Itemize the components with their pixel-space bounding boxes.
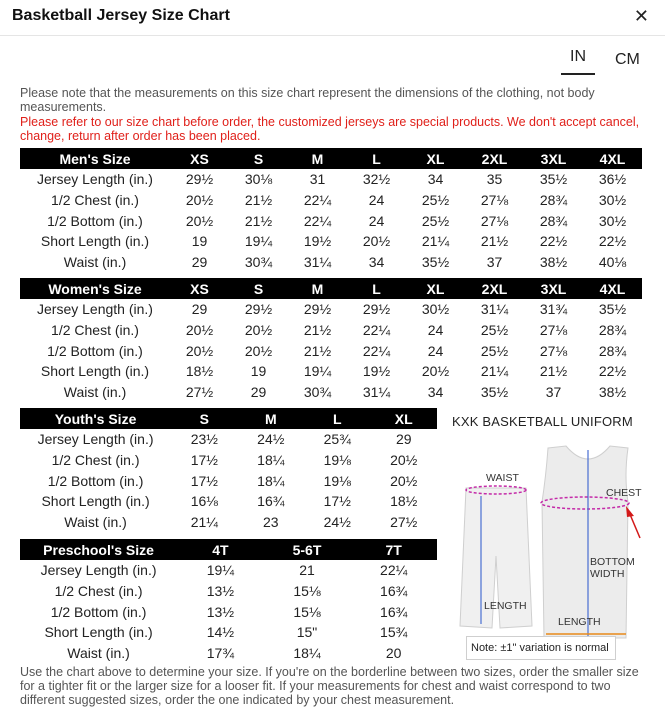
- measurement-value: 29½: [362, 301, 391, 318]
- measurement-value: 30½: [598, 212, 627, 229]
- size-column-heading: 3XL: [524, 148, 583, 169]
- measurement-value: 22¼: [362, 322, 391, 339]
- measurement-value: 25½: [480, 322, 509, 339]
- youth-size-table: [20, 408, 437, 532]
- size-column-heading: M: [288, 278, 347, 299]
- measurement-value: 18½: [390, 493, 418, 510]
- measurement-value: 20½: [390, 472, 418, 489]
- table-header-row: [20, 148, 642, 169]
- measurement-value: 28¾: [598, 342, 627, 359]
- measurement-label: 1/2 Bottom (in.): [47, 472, 144, 489]
- measurement-value: 21½: [244, 192, 273, 209]
- table-row: [20, 643, 437, 664]
- size-column-heading: XS: [170, 148, 229, 169]
- measurement-value: 22¼: [362, 342, 391, 359]
- measurement-value: 38½: [539, 254, 568, 271]
- measurement-value: 22½: [598, 233, 627, 250]
- table-row: [20, 470, 437, 491]
- size-column-heading: XS: [170, 278, 229, 299]
- measurement-value: 20½: [244, 322, 273, 339]
- measurement-value: 31¾: [539, 301, 568, 318]
- measurement-value: 22¼: [303, 192, 332, 209]
- measurement-value: 34: [427, 384, 444, 401]
- womens-size-table: [20, 278, 642, 402]
- measurement-value: 24: [427, 342, 444, 359]
- measurement-value: 30½: [421, 301, 450, 318]
- table-row: [20, 512, 437, 533]
- modal-title: Basketball Jersey Size Chart: [12, 7, 230, 24]
- measurement-value: 34: [368, 254, 385, 271]
- measurement-value: 35½: [421, 254, 450, 271]
- measurement-value: 35½: [480, 384, 509, 401]
- measurement-value: 15⅛: [293, 583, 321, 600]
- table-row: [20, 210, 642, 231]
- measurement-value: 18¼: [257, 452, 285, 469]
- table-row: [20, 252, 642, 273]
- measurement-label: Jersey Length (in.): [37, 301, 153, 318]
- measurement-value: 30⅛: [244, 171, 273, 188]
- size-column-heading: 2XL: [465, 148, 524, 169]
- measurement-value: 29: [250, 384, 267, 401]
- measurement-value: 19¼: [206, 562, 235, 579]
- measurement-value: 21½: [480, 233, 509, 250]
- measurement-value: 27½: [390, 514, 418, 531]
- measurement-value: 18¼: [293, 645, 321, 662]
- measurement-value: 19½: [362, 363, 391, 380]
- measurement-value: 19⅛: [323, 452, 351, 469]
- measurement-value: 35: [486, 171, 503, 188]
- size-column-heading: XL: [370, 408, 437, 429]
- size-column-heading: 4XL: [583, 278, 642, 299]
- size-group-heading: Preschool's Size: [20, 539, 177, 560]
- modal-header: [0, 0, 665, 36]
- measurement-value: 21¼: [190, 514, 218, 531]
- measurement-value: 23½: [190, 431, 218, 448]
- measurement-value: 21¼: [421, 233, 450, 250]
- measurement-value: 25¾: [323, 431, 351, 448]
- measurement-value: 29: [395, 431, 412, 448]
- measurement-value: 37: [486, 254, 503, 271]
- table-header-row: [20, 539, 437, 560]
- measurement-value: 25½: [480, 342, 509, 359]
- table-row: [20, 450, 437, 471]
- measurement-note: Please note that the measurements on this size chart represent the dimensions of the clothing, not body measurements.: [20, 86, 595, 114]
- measurement-value: 24: [427, 322, 444, 339]
- size-column-heading: M: [288, 148, 347, 169]
- size-column-heading: S: [171, 408, 237, 429]
- measurement-label: 1/2 Bottom (in.): [47, 342, 143, 359]
- table-row: [20, 581, 437, 602]
- measurement-value: 24: [368, 212, 385, 229]
- jersey-shape: [542, 446, 628, 638]
- size-column-heading: 2XL: [465, 278, 524, 299]
- measurement-value: 15⅛: [293, 603, 321, 620]
- measurement-value: 25½: [421, 192, 450, 209]
- size-group-heading: Women's Size: [20, 278, 170, 299]
- measurement-value: 29½: [303, 301, 332, 318]
- size-column-heading: S: [229, 278, 288, 299]
- measurement-label: Waist (in.): [63, 384, 127, 401]
- size-column-heading: 4XL: [583, 148, 642, 169]
- table-row: [20, 491, 437, 512]
- table-row: [20, 429, 437, 450]
- size-column-heading: 5-6T: [264, 539, 351, 560]
- measurement-value: 21¼: [480, 363, 509, 380]
- measurement-value: 15¾: [380, 624, 408, 641]
- size-column-heading: S: [229, 148, 288, 169]
- measurement-value: 28¾: [539, 192, 568, 209]
- table-row: [20, 340, 642, 361]
- measurement-value: 13½: [206, 583, 235, 600]
- table-row: [20, 299, 642, 320]
- measurement-value: 22¼: [380, 562, 408, 579]
- size-group-heading: Youth's Size: [20, 408, 171, 429]
- measurement-value: 27⅛: [539, 342, 568, 359]
- table-row: [20, 382, 642, 403]
- measurement-label: Short Length (in.): [40, 363, 150, 380]
- measurement-label: 1/2 Bottom (in.): [50, 603, 147, 620]
- measurement-value: 31: [309, 171, 326, 188]
- measurement-value: 20½: [185, 212, 214, 229]
- measurement-value: 27½: [185, 384, 214, 401]
- measurement-value: 30¾: [244, 254, 273, 271]
- measurement-value: 32½: [362, 171, 391, 188]
- measurement-value: 38½: [598, 384, 627, 401]
- table-header-row: [20, 278, 642, 299]
- measurement-value: 17¾: [206, 645, 235, 662]
- measurement-value: 25½: [421, 212, 450, 229]
- size-group-heading: Men's Size: [20, 148, 170, 169]
- measurement-label: Jersey Length (in.): [37, 171, 153, 188]
- measurement-label: Short Length (in.): [44, 624, 153, 641]
- measurement-value: 17½: [190, 452, 218, 469]
- measurement-value: 28¾: [598, 322, 627, 339]
- measurement-label: 1/2 Chest (in.): [54, 583, 143, 600]
- measurement-value: 21½: [303, 322, 332, 339]
- table-header-row: [20, 408, 437, 429]
- measurement-value: 19¼: [244, 233, 273, 250]
- measurement-value: 24: [368, 192, 385, 209]
- measurement-value: 23: [262, 514, 279, 531]
- waist-label: WAIST: [486, 472, 519, 484]
- table-row: [20, 320, 642, 341]
- measurement-value: 17½: [323, 493, 351, 510]
- measurement-value: 31¼: [362, 384, 391, 401]
- unit-tab-in[interactable]: IN: [561, 48, 595, 75]
- table-row: [20, 169, 642, 190]
- measurement-value: 21: [299, 562, 315, 579]
- uniform-title: KXK BASKETBALL UNIFORM: [452, 414, 633, 429]
- measurement-value: 18¼: [257, 472, 285, 489]
- variation-note: Note: ±1" variation is normal: [466, 636, 616, 660]
- measurement-value: 21½: [303, 342, 332, 359]
- measurement-label: Jersey Length (in.): [37, 431, 154, 448]
- measurement-value: 31¼: [303, 254, 332, 271]
- measurement-value: 22½: [598, 363, 627, 380]
- measurement-label: Waist (in.): [64, 514, 127, 531]
- measurement-value: 35½: [598, 301, 627, 318]
- measurement-value: 27⅛: [539, 322, 568, 339]
- measurement-value: 37: [545, 384, 562, 401]
- order-warning: Please refer to our size chart before order, the customized jerseys are special products. We don't accept cancel, change, return after order has been placed.: [20, 115, 640, 143]
- table-row: [20, 560, 437, 581]
- size-column-heading: L: [347, 148, 406, 169]
- table-row: [20, 190, 642, 211]
- sizing-guidance: Use the chart above to determine your size. If you're on the borderline between two sizes, order the smaller size for a tighter fit or the larger size for a looser fit. If your measurements for chest and waist correspond to two different suggested sizes, order the one indicated by your chest measurement.: [20, 665, 639, 707]
- measurement-value: 19: [191, 233, 208, 250]
- measurement-value: 30¾: [303, 384, 332, 401]
- measurement-value: 21½: [244, 212, 273, 229]
- measurement-value: 19⅛: [323, 472, 351, 489]
- preschool-size-table: [20, 539, 437, 663]
- measurement-value: 40⅛: [598, 254, 627, 271]
- measurement-label: 1/2 Chest (in.): [51, 192, 139, 209]
- measurement-value: 27⅛: [480, 192, 509, 209]
- table-row: [20, 601, 437, 622]
- measurement-value: 19: [250, 363, 267, 380]
- measurement-value: 15": [296, 624, 318, 641]
- measurement-label: 1/2 Bottom (in.): [47, 212, 143, 229]
- measurement-value: 29: [191, 254, 208, 271]
- measurement-value: 20½: [185, 322, 214, 339]
- unit-tab-cm[interactable]: CM: [615, 51, 640, 68]
- jersey-length-label: LENGTH: [558, 616, 601, 628]
- measurement-value: 20½: [185, 342, 214, 359]
- measurement-label: Waist (in.): [67, 645, 130, 662]
- measurement-value: 31¼: [480, 301, 509, 318]
- measurement-value: 18½: [185, 363, 214, 380]
- measurement-value: 20½: [244, 342, 273, 359]
- bottom-width-label: BOTTOM WIDTH: [590, 556, 635, 580]
- measurement-value: 16¾: [257, 493, 285, 510]
- measurement-label: 1/2 Chest (in.): [51, 452, 140, 469]
- measurement-value: 22½: [539, 233, 568, 250]
- measurement-value: 20½: [362, 233, 391, 250]
- measurement-value: 35½: [539, 171, 568, 188]
- size-column-heading: 7T: [350, 539, 437, 560]
- measurement-label: Short Length (in.): [41, 493, 150, 510]
- size-column-heading: XL: [406, 278, 465, 299]
- measurement-value: 21½: [539, 363, 568, 380]
- size-column-heading: 4T: [177, 539, 264, 560]
- measurement-label: Waist (in.): [63, 254, 127, 271]
- measurement-label: Jersey Length (in.): [40, 562, 157, 579]
- table-row: [20, 231, 642, 252]
- measurement-value: 27⅛: [480, 212, 509, 229]
- measurement-label: 1/2 Chest (in.): [51, 322, 139, 339]
- measurement-value: 29½: [244, 301, 273, 318]
- measurement-value: 29½: [185, 171, 214, 188]
- measurement-value: 13½: [206, 603, 235, 620]
- uniform-illustration: [448, 436, 648, 666]
- measurement-value: 30½: [598, 192, 627, 209]
- short-length-label: LENGTH: [484, 600, 527, 612]
- measurement-value: 24½: [323, 514, 351, 531]
- mens-size-table: [20, 148, 642, 272]
- measurement-value: 14½: [206, 624, 235, 641]
- measurement-value: 20½: [421, 363, 450, 380]
- size-column-heading: L: [304, 408, 370, 429]
- measurement-value: 16⅛: [190, 493, 218, 510]
- size-column-heading: M: [238, 408, 304, 429]
- uniform-diagram: [448, 408, 648, 668]
- table-row: [20, 622, 437, 643]
- measurement-value: 19¼: [303, 363, 332, 380]
- measurement-value: 20½: [185, 192, 214, 209]
- measurement-value: 34: [427, 171, 444, 188]
- size-column-heading: XL: [406, 148, 465, 169]
- measurement-value: 19½: [303, 233, 332, 250]
- measurement-label: Short Length (in.): [40, 233, 150, 250]
- size-column-heading: 3XL: [524, 278, 583, 299]
- measurement-value: 16¾: [380, 583, 408, 600]
- measurement-value: 24½: [257, 431, 285, 448]
- measurement-value: 20½: [390, 452, 418, 469]
- size-column-heading: L: [347, 278, 406, 299]
- measurement-value: 29: [191, 301, 208, 318]
- measurement-value: 22¼: [303, 212, 332, 229]
- measurement-value: 36½: [598, 171, 627, 188]
- table-row: [20, 361, 642, 382]
- measurement-value: 28¾: [539, 212, 568, 229]
- measurement-value: 20: [385, 645, 402, 662]
- measurement-value: 17½: [190, 472, 218, 489]
- measurement-value: 16¾: [380, 603, 408, 620]
- close-icon[interactable]: ✕: [633, 6, 649, 26]
- chest-label: CHEST: [606, 487, 642, 499]
